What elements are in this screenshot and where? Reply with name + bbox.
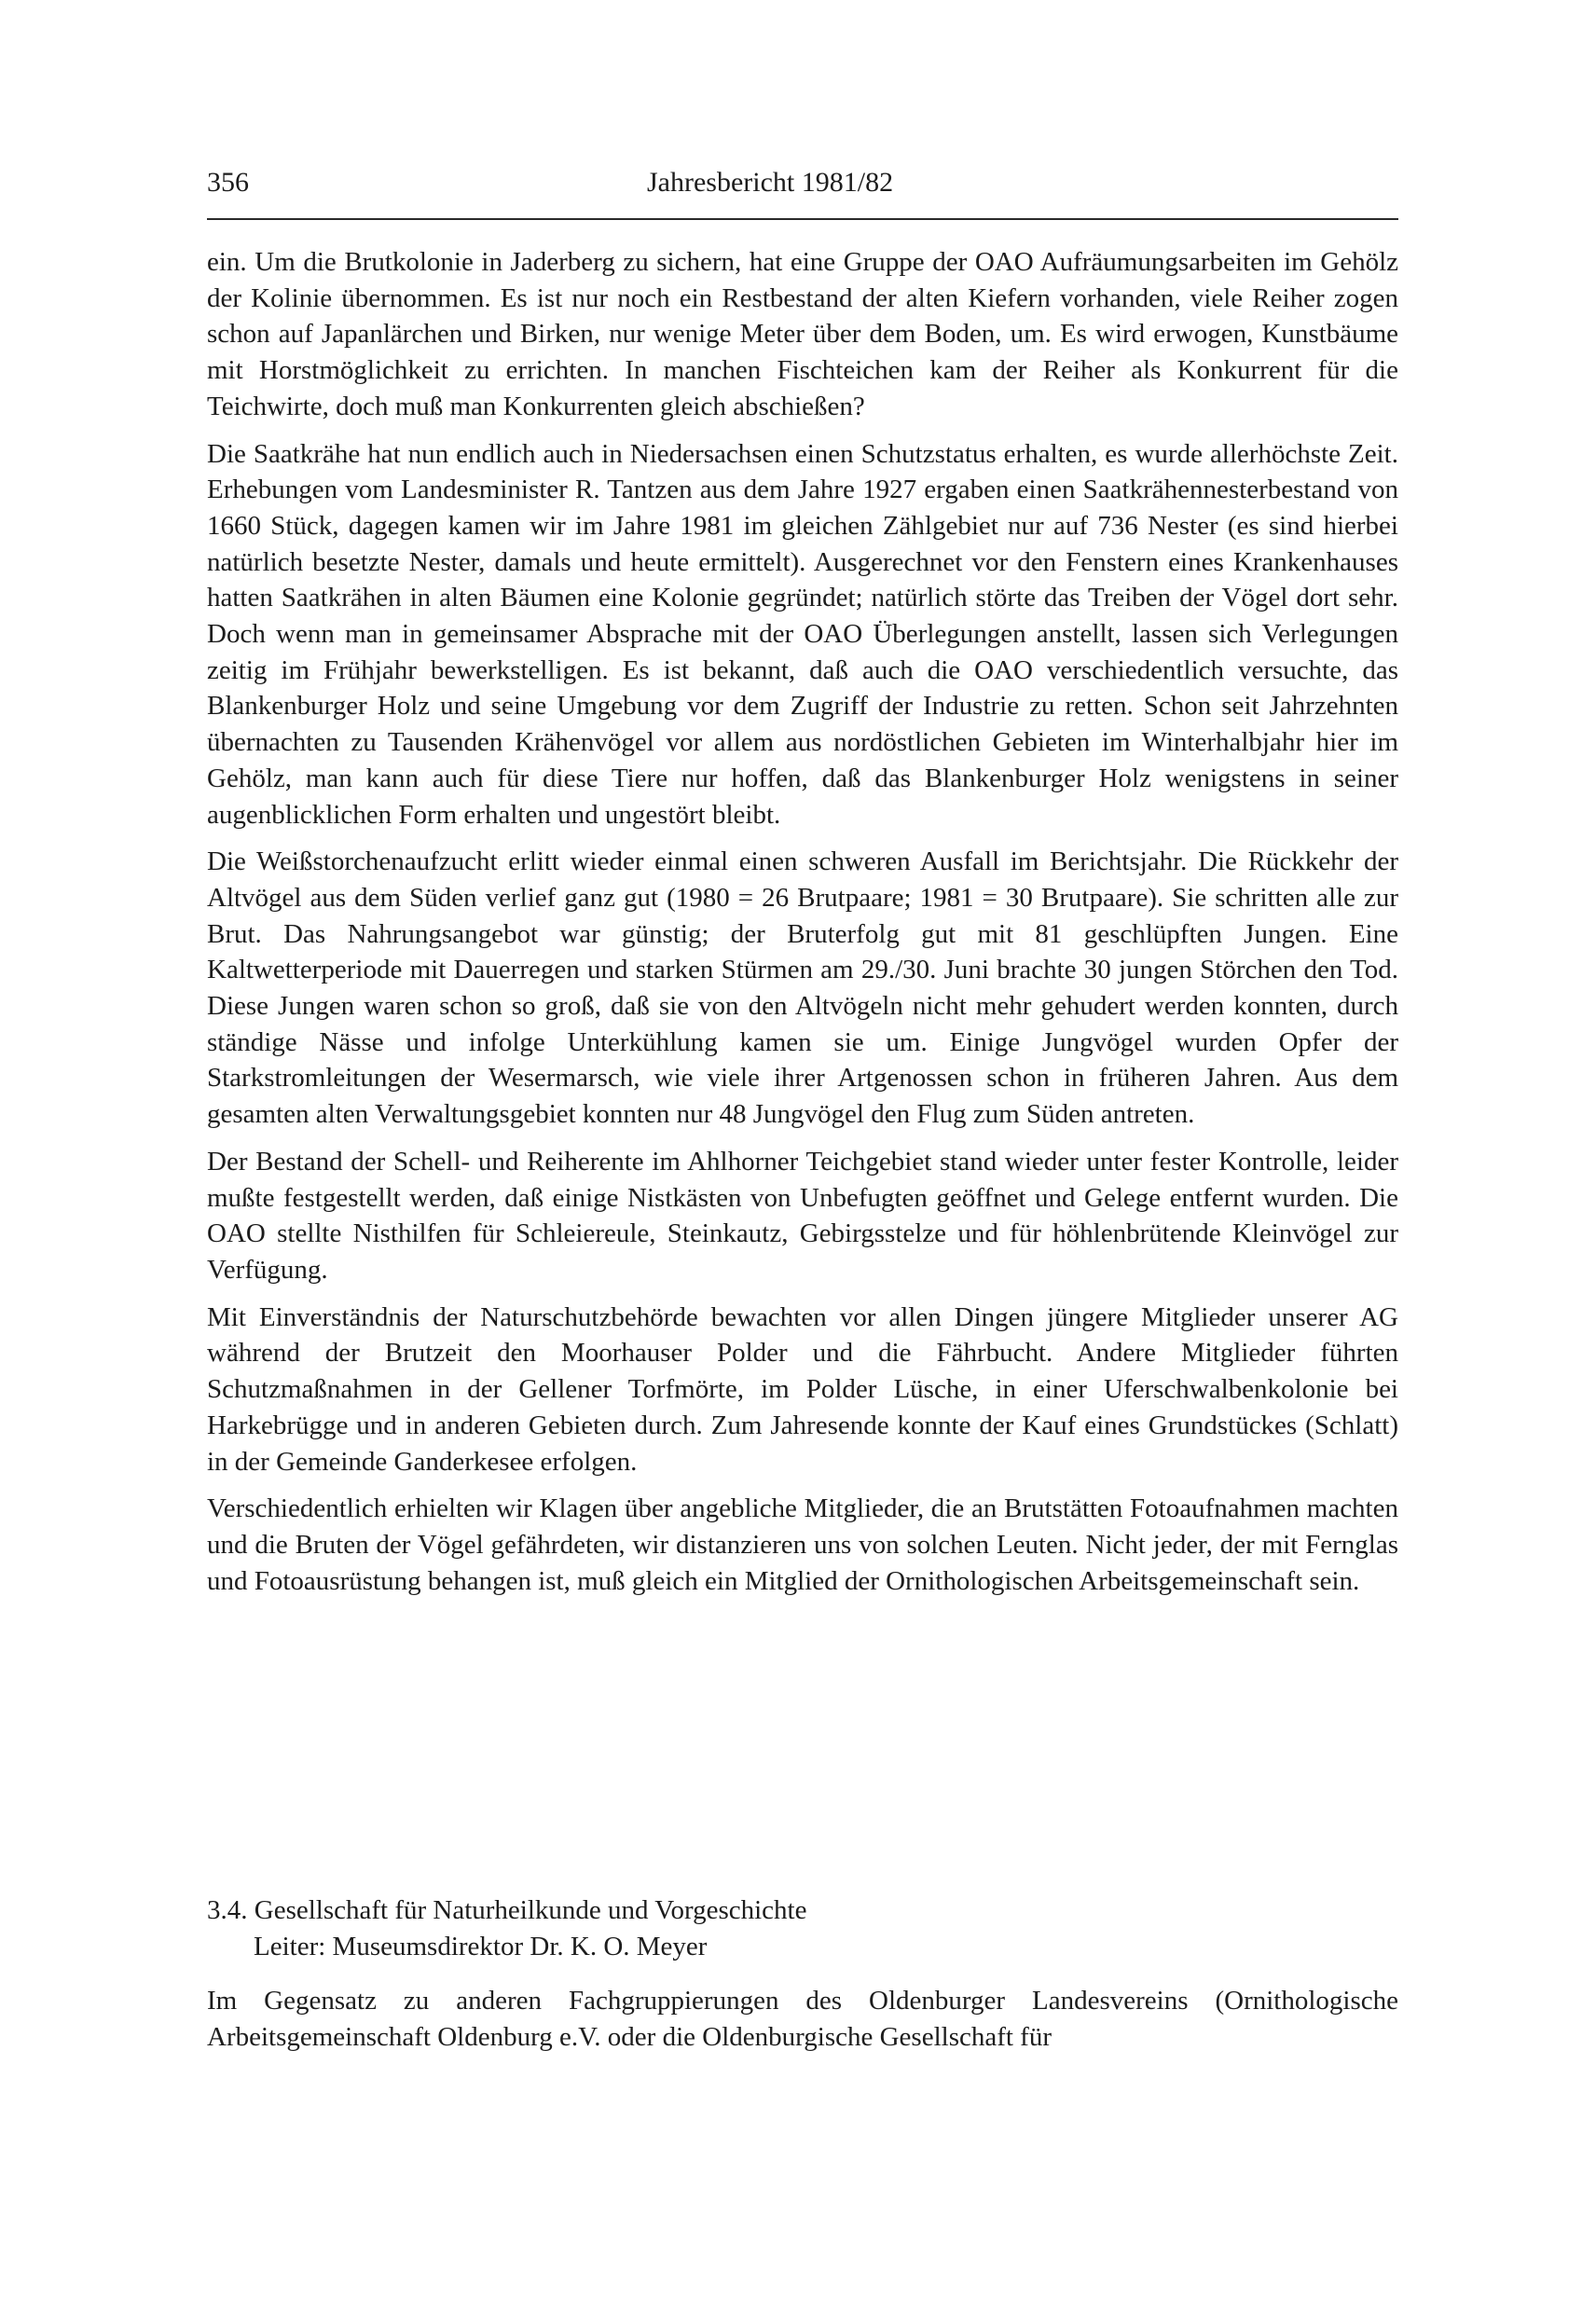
section-leader: Leiter: Museumsdirektor Dr. K. O. Meyer xyxy=(254,1931,708,1961)
paragraph-protection-measures: Mit Einverständnis der Naturschutzbehörde bewachten vor allen Dingen jüngere Mitglieder unserer AG während der Brutzeit den Moorhauser Polder und die Fährbucht. Andere Mitglieder führten Schutzmaßnahmen in der Gellener Torfmörte, im Polder Lüsche, in einer Uferschwalbenkolonie bei Harkebrügge und in anderen Gebieten durch. Zum Jahresende konnte der Kauf eines Grundstückes (Schlatt) in der Gemeinde Ganderkesee erfolgen. xyxy=(207,1301,1398,1477)
section-3-4 xyxy=(207,1892,1398,2056)
page-number: 356 xyxy=(207,167,249,198)
running-head-title: Jahresbericht 1981/82 xyxy=(647,167,894,198)
paragraph-heron-colony: ein. Um die Brutkolonie in Jaderberg zu sichern, hat eine Gruppe der OAO Aufräumungsarbeiten im Gehölz der Kolinie übernommen. Es ist nur noch ein Restbestand der alten Kiefern vorhanden, viele Reiher zogen schon auf Japanlärchen und Birken, nur wenige Meter über dem Boden, um. Es wird erwogen, Kunstbäume mit Horstmöglichkeit zu errichten. In manchen Fischteichen kam der Reiher als Konkurrent für die Teichwirte, doch muß man Konkurrenten gleich abschießen? xyxy=(207,247,1398,421)
running-head xyxy=(207,164,1398,209)
paragraph-white-stork: Die Weißstorchenaufzucht erlitt wieder einmal einen schweren Ausfall im Berichtsjahr. Die Rückkehr der Altvögel aus dem Süden verlief ganz gut (1980 = 26 Brutpaare; 1981 = 30 Brutpaare). Sie schritten alle zur Brut. Das Nahrungsangebot war günstig; der Bruterfolg gut mit 81 geschlüpften Jungen. Eine Kaltwetterperiode mit Dauerregen und starken Stürmen am 29./30. Juni brachte 30 jungen Störchen den Tod. Diese Jungen waren schon so groß, daß sie von den Altvögeln nicht mehr gehudert werden konnten, durch ständige Nässe und infolge Unterkühlung kamen sie um. Einige Jungvögel wurden Opfer der Starkstromleitungen der Wesermarsch, wie viele ihrer Artgenossen schon in früheren Jahren. Aus dem gesamten alten Verwaltungsgebiet konnten nur 48 Jungvögel den Flug zum Süden antreten. xyxy=(207,846,1398,1130)
section-heading: 3.4. Gesellschaft für Naturheilkunde und Vorgeschichte xyxy=(207,1895,807,1925)
paragraph-rook: Die Saatkrähe hat nun endlich auch in Niedersachsen einen Schutzstatus erhalten, es wurde allerhöchste Zeit. Erhebungen vom Landesminister R. Tantzen aus dem Jahre 1927 ergaben einen Saatkrähennesterbestand von 1660 Stück, dagegen kamen wir im Jahre 1981 im gleichen Zählgebiet nur auf 736 Nester (es sind hierbei natürlich besetzte Nester, damals und heute ermittelt). Ausgerechnet vor den Fenstern eines Krankenhauses hatten Saatkrähen in alten Bäumen eine Kolonie gegründet; natürlich störte das Treiben der Vögel dort sehr. Doch wenn man in gemeinsamer Absprache mit der OAO Überlegungen anstellt, lassen sich Verlegungen zeitig im Frühjahr bewerkstelligen. Es ist bekannt, daß auch die OAO verschiedentlich versuchte, das Blankenburger Holz und seine Umgebung vor dem Zugriff der Industrie zu retten. Schon seit Jahrzehnten übernachten zu Tausenden Krähenvögel vor allem aus nordöstlichen Gebieten im Winterhalbjahr hier im Gehölz, man kann auch für diese Tiere nur hoffen, daß das Blankenburger Holz wenigstens in seiner augenblicklichen Form erhalten und ungestört bleibt. xyxy=(207,438,1398,830)
section-paragraph: Im Gegensatz zu anderen Fachgruppierungen des Oldenburger Landesvereins (Ornithologische Arbeitsgemeinschaft Oldenburg e.V. oder die Oldenburgische Gesellschaft für xyxy=(207,1986,1398,2053)
paragraph-ducks-nest-boxes: Der Bestand der Schell- und Reiherente im Ahlhorner Teichgebiet stand wieder unter fester Kontrolle, leider mußte festgestellt werden, daß einige Nistkästen von Unbefugten geöffnet und Gelege entfernt wurden. Die OAO stellte Nisthilfen für Schleiereule, Steinkautz, Gebirgsstelze und für höhlenbrütende Kleinvögel zur Verfügung. xyxy=(207,1146,1398,1285)
paragraph-complaints: Verschiedentlich erhielten wir Klagen über angebliche Mitglieder, die an Brutstätten Fotoaufnahmen machten und die Bruten der Vögel gefährdeten, wir distanzieren uns von solchen Leuten. Nicht jeder, der mit Fernglas und Fotoausrüstung behangen ist, muß gleich ein Mitglied der Ornithologischen Arbeitsgemeinschaft sein. xyxy=(207,1493,1398,1596)
header-rule xyxy=(207,218,1398,220)
body-text xyxy=(207,244,1398,1610)
